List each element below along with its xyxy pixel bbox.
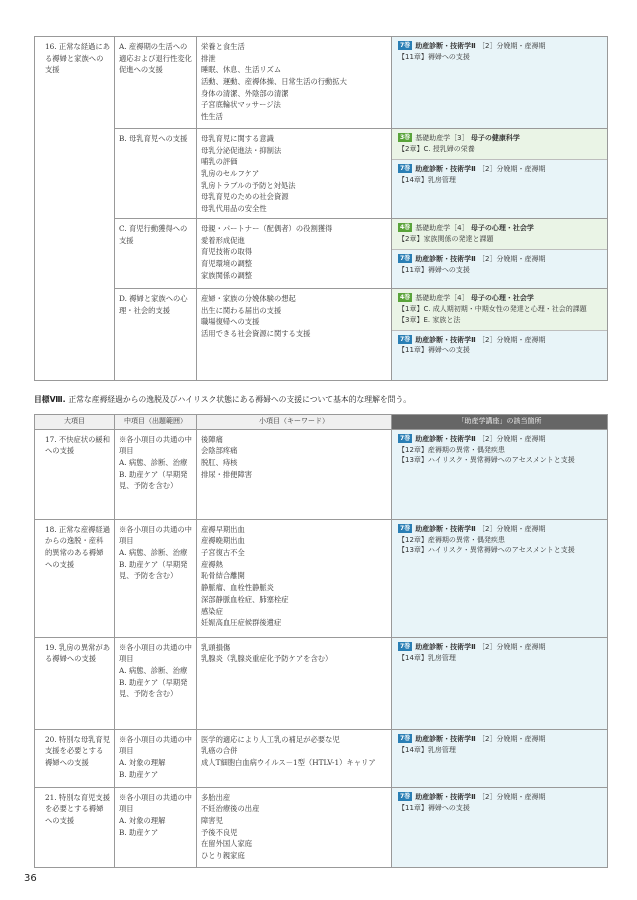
chapter-ref: 【2章】家族関係の発達と課題 (398, 234, 494, 243)
minor-item: 愛着形成促進 (201, 235, 245, 245)
minor-item: 家族関係の調整 (201, 270, 253, 280)
medium-item-cell (115, 219, 197, 289)
book-series: 基礎助産学［4］ (415, 294, 469, 302)
curriculum-table-bottom (34, 414, 608, 868)
medium-item: ※各小項目の共通の中項目 (119, 434, 192, 456)
minor-item: 産褥熱 (201, 559, 223, 569)
reference-cell (392, 37, 608, 129)
major-item-text: 16. 正常な経過にある褥婦と家族への支援 (45, 42, 111, 75)
medium-item-cell (115, 37, 197, 129)
minor-item: 活動、運動、産褥体操、日常生活の行動拡大 (201, 77, 347, 87)
medium-item: B. 助産ケア（早期発見、予防を含む） (119, 677, 188, 699)
minor-item: 母乳代用品の安全性 (201, 204, 267, 214)
minor-item: 深部静脈血栓症、肺塞栓症 (201, 594, 289, 604)
medium-item-cell (115, 729, 197, 787)
reference-block (392, 37, 607, 67)
book-subtitle: ［2］分娩期・産褥期 (478, 434, 546, 443)
minor-item: 乳房のセルフケア (201, 169, 260, 179)
minor-item: 排尿・排便障害 (201, 469, 253, 479)
minor-item-cell (197, 289, 392, 381)
chapter-ref: 【14章】乳房管理 (398, 653, 456, 662)
chapter-ref: 【11章】褥婦への支援 (398, 803, 470, 812)
major-item-cell (35, 637, 115, 729)
book-subtitle: ［2］分娩期・産褥期 (478, 642, 546, 651)
volume-badge: 7巻 (400, 734, 411, 742)
book-title: 母子の健康科学 (470, 134, 520, 142)
volume-badge: 7巻 (400, 335, 411, 343)
volume-badge: 3巻 (400, 134, 411, 141)
medium-item: ※各小項目の共通の中項目 (119, 792, 192, 814)
minor-item-cell (197, 219, 392, 289)
reference-cell (392, 219, 608, 289)
major-item-text: 20. 特別な母乳育児支援を必要とする褥婦への支援 (45, 734, 111, 768)
header-major: 大項目 (35, 415, 115, 430)
minor-item: 母乳育児のための社会資源 (201, 192, 289, 202)
minor-item: 睡眠、休息、生活リズム (201, 65, 282, 75)
medium-item: B. 助産ケア (119, 769, 159, 779)
minor-item: 出生に関わる届出の支援 (201, 305, 282, 315)
minor-item: 子宮復古不全 (201, 548, 245, 558)
volume-badge: 4巻 (400, 294, 411, 301)
medium-item: ※各小項目の共通の中項目 (119, 642, 192, 664)
volume-badge: 7巻 (400, 164, 411, 172)
volume-badge: 7巻 (400, 642, 411, 650)
minor-item: 育児環境の調整 (201, 259, 253, 269)
table-row (35, 129, 608, 219)
medium-item: ※各小項目の共通の中項目 (119, 734, 192, 756)
reference-block (392, 330, 607, 361)
minor-item: 栄養と食生活 (201, 42, 245, 51)
minor-item: 不妊治療後の出産 (201, 804, 260, 814)
book-series: 基礎助産学［4］ (415, 224, 469, 232)
minor-item: 性生活 (201, 112, 223, 122)
minor-item: 成人T細胞白血病ウイルス－1型（HTLV-1）キャリア (201, 758, 376, 768)
book-series: 基礎助産学［3］ (415, 134, 469, 142)
medium-item: ※各小項目の共通の中項目 (119, 524, 192, 546)
medium-item: A. 病態、診断、治療 (119, 458, 188, 468)
chapter-ref: 【12章】産褥期の異常・偶発疾患 (398, 535, 505, 544)
table-row (35, 429, 608, 519)
table-row (35, 519, 608, 637)
minor-item: 育児技術の取得 (201, 247, 253, 257)
medium-item-cell (115, 787, 197, 867)
chapter-ref: 【14章】乳房管理 (398, 175, 456, 184)
volume-badge: 7巻 (400, 792, 411, 800)
book-title: 助産診断・技術学Ⅱ (415, 642, 476, 651)
major-item-text: 21. 特別な育児支援を必要とする褥婦への支援 (45, 792, 111, 826)
objective-text: 正常な産褥経過からの逸脱及びハイリスク状態にある褥婦への支援について基本的な理解を問う。 (68, 395, 412, 404)
chapter-ref: 【3章】E. 家族と法 (398, 315, 461, 324)
minor-item: 産褥晩期出血 (201, 536, 245, 546)
minor-item: 会陰部疼痛 (201, 446, 238, 456)
minor-item: 医学的適応により人工乳の補足が必要な児 (201, 734, 340, 744)
table-row (35, 289, 608, 381)
reference-cell (392, 519, 608, 637)
medium-item-cell (115, 129, 197, 219)
minor-item: 静脈瘤、血栓性静脈炎 (201, 583, 274, 593)
page-number: 36 (24, 873, 37, 884)
header-reference: 「助産学講座」の該当箇所 (392, 415, 608, 430)
medium-item-cell (115, 519, 197, 637)
minor-item: 産婦・家族の分娩体験の想起 (201, 294, 296, 303)
chapter-ref: 【13章】ハイリスク・異常褥婦へのアセスメントと支援 (398, 456, 575, 465)
major-item-cell (35, 787, 115, 867)
book-subtitle: ［2］分娩期・産褥期 (478, 164, 546, 173)
medium-item-text: D. 褥婦と家族への心理・社会的支援 (119, 294, 188, 315)
reference-block (392, 520, 607, 561)
minor-item: 妊娠高血圧症候群後遺症 (201, 618, 282, 628)
major-item-cell (35, 429, 115, 519)
book-subtitle: ［2］分娩期・産褥期 (478, 42, 546, 50)
minor-item: 在留外国人家庭 (201, 839, 253, 849)
book-title: 助産診断・技術学Ⅱ (415, 335, 476, 344)
book-title: 母子の心理・社会学 (470, 224, 534, 232)
book-title: 助産診断・技術学Ⅱ (415, 434, 476, 443)
medium-item-cell (115, 429, 197, 519)
medium-item: B. 助産ケア（早期発見、予防を含む） (119, 559, 188, 581)
reference-cell (392, 129, 608, 219)
table-row (35, 787, 608, 867)
book-subtitle: ［2］分娩期・産褥期 (478, 792, 546, 801)
book-subtitle: ［2］分娩期・産褥期 (478, 335, 546, 344)
minor-item: 産褥早期出血 (201, 524, 245, 534)
minor-item: 乳房トラブルの予防と対処法 (201, 180, 296, 190)
minor-item: 多胎出産 (201, 792, 231, 802)
book-subtitle: ［2］分娩期・産褥期 (478, 524, 546, 533)
chapter-ref: 【14章】乳房管理 (398, 745, 456, 754)
minor-item-cell (197, 637, 392, 729)
minor-item: 予後不良児 (201, 827, 238, 837)
book-title: 母子の心理・社会学 (470, 294, 534, 302)
minor-item: 母親・パートナー（配偶者）の役割獲得 (201, 224, 333, 233)
minor-item: 子宮底輪状マッサージ法 (201, 100, 281, 110)
chapter-ref: 【11章】褥婦への支援 (398, 346, 470, 355)
minor-item: 母乳分泌促進法・抑制法 (201, 145, 282, 155)
minor-item-cell (197, 519, 392, 637)
reference-block (392, 289, 607, 330)
minor-item: 脱肛、痔核 (201, 458, 238, 468)
table-row (35, 37, 608, 129)
chapter-ref: 【13章】ハイリスク・異常褥婦へのアセスメントと支援 (398, 546, 575, 555)
major-item-text: 17. 不快症状の緩和への支援 (45, 434, 111, 456)
medium-item: A. 対象の理解 (119, 816, 166, 826)
volume-badge: 7巻 (400, 254, 411, 262)
medium-item: B. 助産ケア (119, 827, 159, 837)
minor-item: 哺乳の評価 (201, 157, 238, 167)
objective-label: 目標Ⅷ. (34, 395, 66, 404)
reference-cell (392, 429, 608, 519)
book-title: 助産診断・技術学Ⅱ (415, 164, 476, 173)
minor-item: 乳頭損傷 (201, 642, 231, 652)
minor-item: ひとり親家庭 (201, 851, 245, 861)
table-header-row (35, 415, 608, 430)
minor-item: 恥骨結合離開 (201, 571, 245, 581)
chapter-ref: 【12章】産褥期の異常・偶発疾患 (398, 445, 505, 454)
reference-cell (392, 637, 608, 729)
volume-badge: 7巻 (400, 42, 411, 49)
volume-badge: 7巻 (400, 524, 411, 532)
minor-item: 身体の清潔、外陰部の清潔 (201, 88, 289, 98)
minor-item: 障害児 (201, 816, 223, 826)
chapter-ref: 【11章】褥婦への支援 (398, 265, 470, 274)
medium-item-text: C. 育児行動獲得への支援 (119, 224, 188, 245)
reference-cell (392, 289, 608, 381)
chapter-ref: 【2章】C. 授乳婦の栄養 (398, 144, 475, 153)
minor-item: 排泄 (201, 53, 216, 63)
medium-item: A. 対象の理解 (119, 758, 166, 768)
major-item-cell (35, 729, 115, 787)
volume-badge: 7巻 (400, 434, 411, 442)
volume-badge: 4巻 (400, 224, 411, 231)
medium-item: B. 助産ケア（早期発見、予防を含む） (119, 469, 188, 491)
medium-item-cell (115, 637, 197, 729)
header-minor: 小項目（キーワード） (197, 415, 392, 430)
major-item-cell (35, 37, 115, 381)
minor-item-cell (197, 787, 392, 867)
reference-block (392, 788, 607, 818)
reference-block (392, 638, 607, 668)
minor-item-cell (197, 129, 392, 219)
table-row (35, 219, 608, 289)
header-medium: 中項目（出題範囲） (115, 415, 197, 430)
book-subtitle: ［2］分娩期・産褥期 (478, 254, 546, 263)
reference-block (392, 249, 607, 280)
minor-item: 母乳育児に関する意識 (201, 134, 274, 143)
minor-item: 職場復帰への支援 (201, 317, 260, 327)
reference-block (392, 730, 607, 760)
minor-item-cell (197, 37, 392, 129)
minor-item: 感染症 (201, 606, 223, 616)
medium-item-cell (115, 289, 197, 381)
minor-item: 活用できる社会資源に関する支援 (201, 329, 311, 339)
reference-block (392, 129, 607, 159)
major-item-cell (35, 519, 115, 637)
medium-item: A. 病態、診断、治療 (119, 666, 188, 676)
book-subtitle: ［2］分娩期・産褥期 (478, 734, 546, 743)
curriculum-table-top (34, 36, 608, 381)
book-title: 助産診断・技術学Ⅱ (415, 42, 476, 50)
medium-item-text: B. 母乳育児への支援 (119, 134, 188, 143)
objective-heading (34, 394, 411, 405)
minor-item-cell (197, 429, 392, 519)
major-item-text: 19. 乳房の異常がある褥婦への支援 (45, 642, 111, 664)
reference-cell (392, 729, 608, 787)
medium-item-text: A. 産褥期の生活への適応および退行性変化促進への支援 (119, 42, 192, 75)
table-row (35, 729, 608, 787)
chapter-ref: 【11章】褥婦への支援 (398, 52, 470, 61)
book-title: 助産診断・技術学Ⅱ (415, 254, 476, 263)
chapter-ref: 【1章】C. 成人期初期・中期女性の発達と心理・社会的課題 (398, 304, 587, 313)
book-title: 助産診断・技術学Ⅱ (415, 524, 476, 533)
table-row (35, 637, 608, 729)
major-item-text: 18. 正常な産褥経過からの逸脱・産科的異常のある褥婦への支援 (45, 524, 111, 569)
medium-item: A. 病態、診断、治療 (119, 548, 188, 558)
reference-block (392, 430, 607, 471)
reference-cell (392, 787, 608, 867)
reference-block (392, 159, 607, 190)
minor-item: 乳腺炎（乳腺炎重症化予防ケアを含む） (201, 654, 333, 664)
minor-item: 乳癌の合併 (201, 746, 238, 756)
book-title: 助産診断・技術学Ⅱ (415, 734, 476, 743)
minor-item: 後陣痛 (201, 434, 223, 444)
book-title: 助産診断・技術学Ⅱ (415, 792, 476, 801)
minor-item-cell (197, 729, 392, 787)
reference-block (392, 219, 607, 249)
